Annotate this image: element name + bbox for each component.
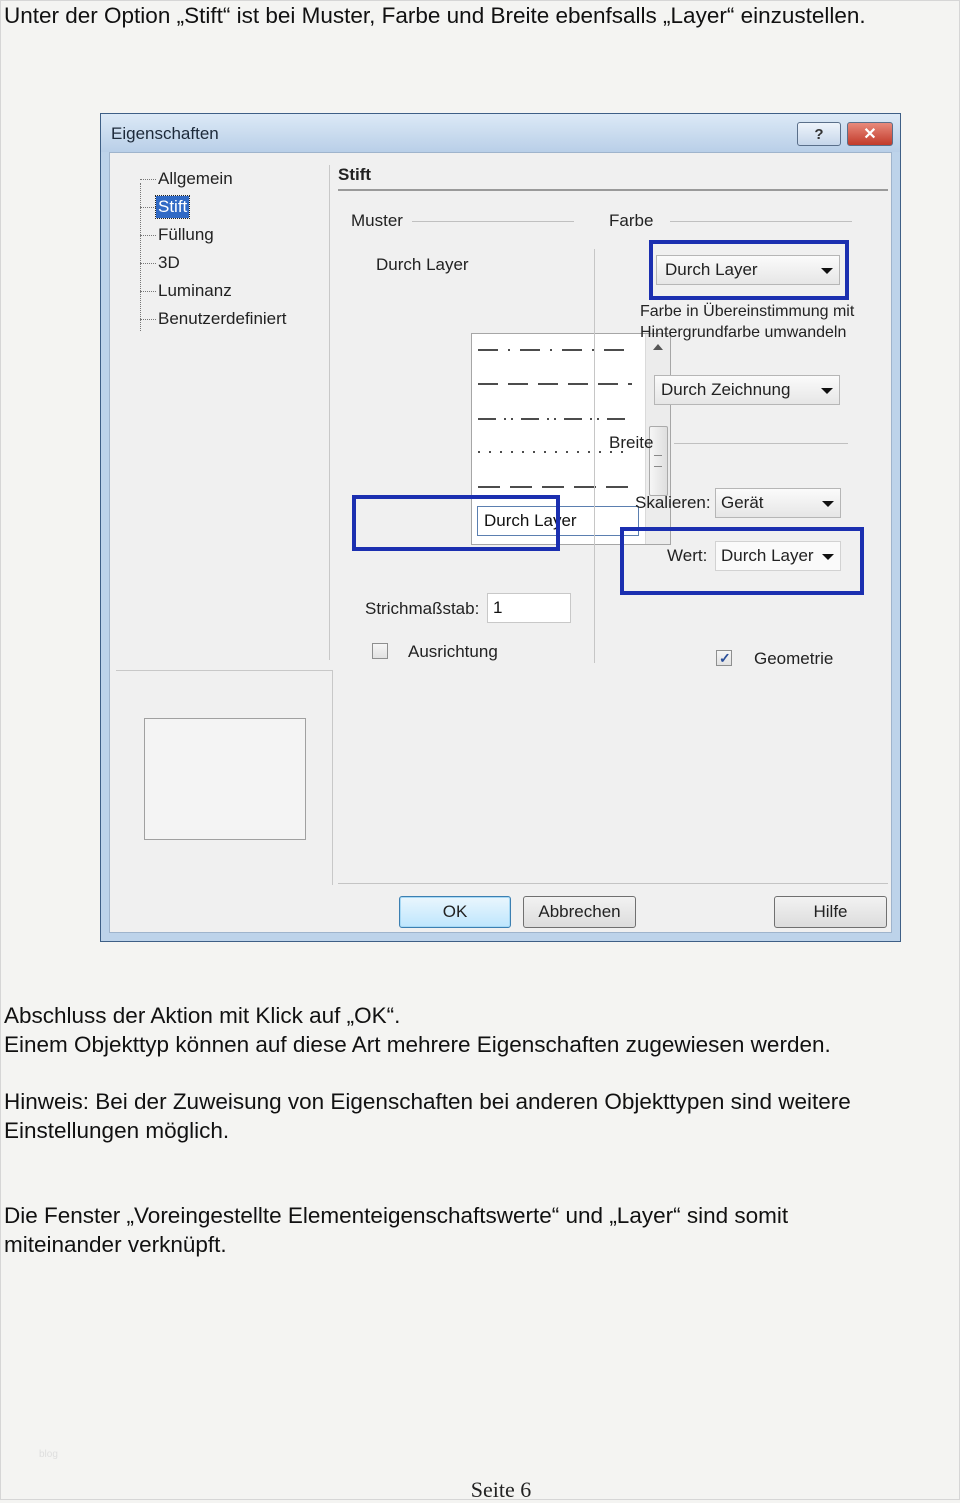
category-tree bbox=[116, 165, 330, 660]
section-title: Stift bbox=[338, 165, 372, 184]
intro-text: Unter der Option „Stift“ ist bei Muster, Farbe und Breite ebenfsalls „Layer“ einzustellen. bbox=[4, 3, 866, 28]
tree-branch bbox=[140, 207, 156, 208]
tree-connector bbox=[140, 183, 141, 331]
tree-branch bbox=[140, 235, 156, 236]
ausrichtung-label: Ausrichtung bbox=[408, 642, 498, 661]
geometrie-label: Geometrie bbox=[754, 649, 834, 668]
skalieren-label: Skalieren: bbox=[635, 493, 711, 512]
tree-branch bbox=[140, 263, 156, 264]
farbe-mode-value: Durch Zeichnung bbox=[661, 380, 791, 399]
tree-item-stift[interactable]: Stift bbox=[158, 197, 188, 216]
watermark: blog bbox=[39, 1449, 58, 1460]
farbe-note-line1: Farbe in Übereinstimmung mit bbox=[640, 303, 855, 320]
line-pattern-previews bbox=[472, 334, 644, 504]
paragraph-2-line-2: Einstellungen möglich. bbox=[4, 1118, 230, 1143]
tree-branch bbox=[140, 179, 156, 180]
section-divider bbox=[338, 189, 888, 191]
muster-label: Muster bbox=[351, 211, 403, 230]
muster-current-value: Durch Layer bbox=[376, 255, 469, 274]
paragraph-2-line-1: Hinweis: Bei der Zuweisung von Eigenschaften bei anderen Objekttypen sind weitere bbox=[4, 1089, 851, 1114]
tree-item-luminanz[interactable]: Luminanz bbox=[158, 281, 232, 300]
farbe-label: Farbe bbox=[609, 211, 654, 230]
strichmassstab-value: 1 bbox=[493, 598, 503, 617]
highlight-farbe bbox=[649, 240, 849, 300]
geometrie-checkbox[interactable] bbox=[716, 650, 732, 666]
tree-item-allgemein[interactable]: Allgemein bbox=[158, 169, 233, 188]
skalieren-select[interactable] bbox=[715, 488, 841, 518]
cancel-button[interactable]: Abbrechen bbox=[523, 896, 636, 928]
tree-branch bbox=[140, 291, 156, 292]
farbe-note-line2: Hintergrundfarbe umwandeln bbox=[640, 324, 847, 341]
farbe-mode-select[interactable] bbox=[654, 375, 840, 405]
skalieren-value: Gerät bbox=[721, 493, 764, 512]
paragraph-1-line-2: Einem Objekttyp können auf diese Art mehrere Eigenschaften zugewiesen werden. bbox=[4, 1032, 831, 1057]
properties-dialog bbox=[100, 113, 901, 942]
buttons-divider bbox=[338, 883, 888, 884]
close-button[interactable] bbox=[847, 122, 893, 146]
wert-label: Wert: bbox=[667, 546, 708, 565]
column-divider bbox=[594, 249, 595, 663]
ausrichtung-checkbox[interactable] bbox=[372, 643, 388, 659]
grip-icon bbox=[654, 455, 662, 467]
strichmassstab-input[interactable] bbox=[487, 593, 571, 623]
ok-button[interactable]: OK bbox=[399, 896, 511, 928]
highlight-wert bbox=[620, 527, 864, 595]
page-number: Seite 6 bbox=[470, 1477, 532, 1502]
help-titlebar-button[interactable] bbox=[797, 122, 841, 146]
scroll-up-icon[interactable] bbox=[653, 344, 663, 350]
help-button[interactable]: Hilfe bbox=[774, 896, 887, 928]
chevron-down-icon bbox=[822, 501, 834, 507]
tree-item-fuellung[interactable]: Füllung bbox=[158, 225, 214, 244]
chevron-down-icon bbox=[821, 388, 833, 394]
breite-divider bbox=[674, 443, 848, 444]
farbe-divider bbox=[670, 221, 852, 222]
preview-box bbox=[144, 718, 306, 840]
dialog-titlebar[interactable] bbox=[101, 114, 900, 152]
paragraph-3-line-2: miteinander verknüpft. bbox=[4, 1232, 227, 1257]
tree-item-3d[interactable]: 3D bbox=[158, 253, 180, 272]
dialog-title: Eigenschaften bbox=[111, 124, 219, 143]
dialog-client-area bbox=[109, 152, 892, 933]
breite-label: Breite bbox=[609, 433, 654, 452]
tree-item-benutzerdefiniert[interactable]: Benutzerdefiniert bbox=[158, 309, 287, 328]
wert-value: Durch Layer bbox=[721, 546, 814, 565]
highlight-muster bbox=[352, 495, 560, 551]
close-icon: ✕ bbox=[863, 126, 877, 143]
paragraph-3-line-1: Die Fenster „Voreingestellte Elementeigenschaftswerte“ und „Layer“ sind somit bbox=[4, 1203, 789, 1228]
farbe-select-value: Durch Layer bbox=[665, 260, 758, 279]
strichmassstab-label: Strichmaßstab: bbox=[365, 599, 480, 618]
checkmark-icon: ✓ bbox=[719, 650, 731, 666]
question-mark-icon: ? bbox=[814, 125, 824, 143]
tree-branch bbox=[140, 319, 156, 320]
paragraph-1-line-1: Abschluss der Aktion mit Klick auf „OK“. bbox=[4, 1003, 401, 1028]
muster-divider bbox=[412, 221, 574, 222]
pattern-selected-text: Durch Layer bbox=[484, 511, 577, 530]
